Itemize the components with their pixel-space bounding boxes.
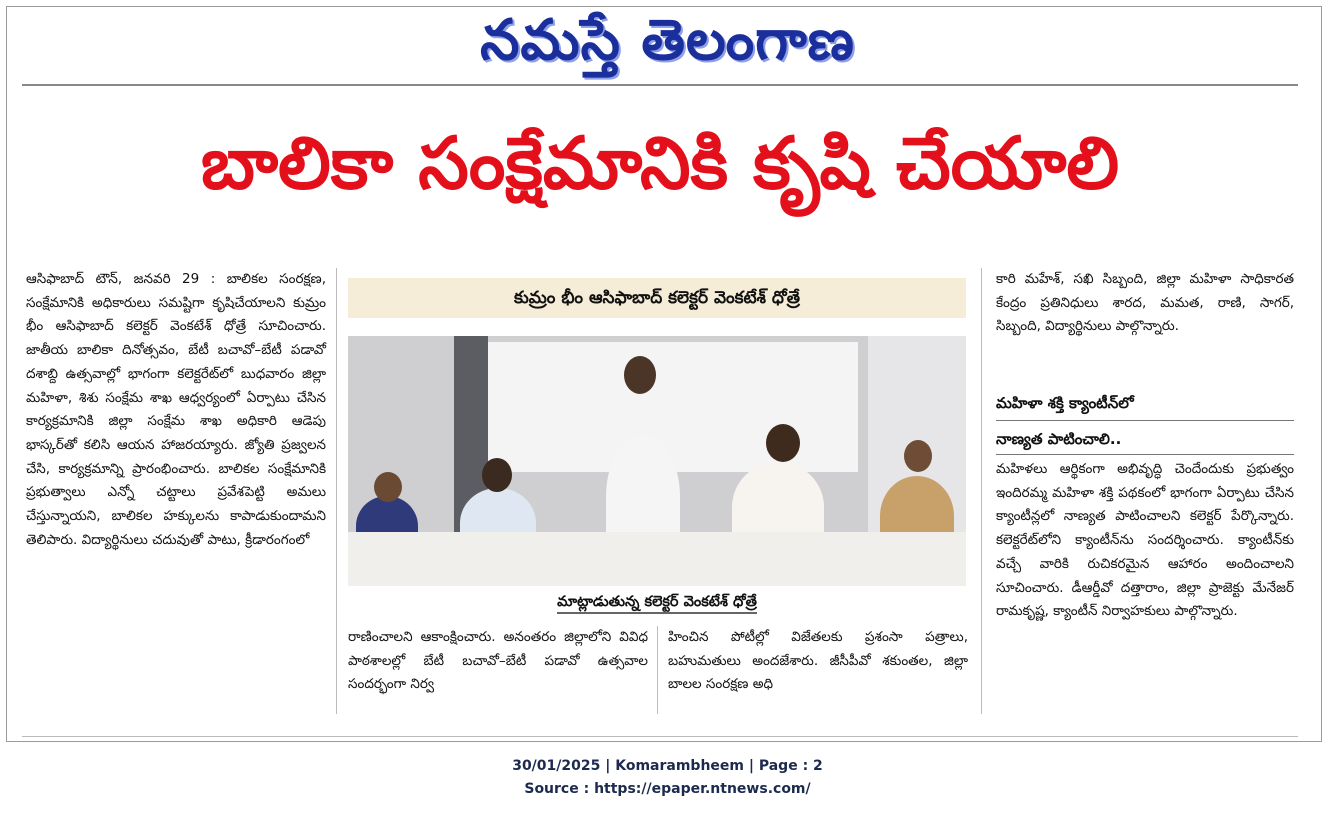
photo-person-head bbox=[904, 440, 932, 472]
photo-person-head bbox=[482, 458, 512, 492]
column-2a-text: రాణించాలని ఆకాంక్షించారు. అనంతరం జిల్లాలోని వివిధ పాఠశాలల్లో బేటీ బచావో–బేటీ పడావో ఉత్సవాల సందర్భంగా నిర్వ bbox=[348, 629, 648, 693]
event-photo bbox=[348, 336, 966, 586]
photo-person-head bbox=[624, 356, 656, 394]
sub-section-divider bbox=[996, 420, 1294, 421]
masthead-divider bbox=[22, 84, 1298, 86]
article-column-2a bbox=[348, 626, 648, 697]
sub-section-divider bbox=[996, 454, 1294, 455]
sub-section-heading-1: మహిళా శక్తి క్యాంటీన్‌లో bbox=[996, 394, 1134, 412]
sub-headline-banner: కుమ్రం భీం ఆసిఫాబాద్ కలెక్టర్ వెంకటేశ్ ధోత్రే bbox=[348, 278, 966, 318]
column-3a-text: కారి మహేశ్, సఖి సిబ్బంది, జిల్లా మహిళా సాధికారత కేంద్రం ప్రతినిధులు శారద, మమత, రాణి, సాగర్, సిబ్బంది, విద్యార్థినులు పాల్గొన్నారు. bbox=[996, 271, 1294, 335]
column-1-text: ఆసిఫాబాద్ టౌన్, జనవరి 29 : బాలికల సంరక్షణ, సంక్షేమానికి అధికారులు సమష్టిగా కృషిచేయాలని కుమ్రం భీం ఆసిఫాబాద్ కలెక్టర్ వెంకటేశ్ ధోత్రే సూచించారు. జాతీయ బాలికా దినోత్సవం, బేటీ బచావో–బేటీ పడావో దశాబ్ది ఉత్సవాల్లో భాగంగా కలెక్టరేట్‌లో బుధవారం జిల్లా మహిళా, శిశు సంక్షేమ శాఖ ఆధ్వర్యంలో ఏర్పాటు చేసిన కార్యక్రమానికి జిల్లా సంక్షేమ శాఖ అధికారి ఆడెపు భాస్కర్‌తో కలిసి ఆయన హాజరయ్యారు. జ్యోతి ప్రజ్వలన చేసి, కార్యక్రమాన్ని ప్రారంభించారు. బాలికల సంక్షేమానికి ప్రభుత్వాలు ఎన్నో చట్టాలు ప్రవేశపెట్టి అమలు చేస్తున్నాయని, బాలికల హక్కులను కాపాడుకుందామని తెలిపారు. విద్యార్థినులు చదువుతో పాటు, క్రీడారంగంలో bbox=[26, 271, 326, 548]
photo-dais-table bbox=[348, 532, 966, 586]
footer-source-link[interactable]: Source : https://epaper.ntnews.com/ bbox=[524, 781, 811, 797]
article-column-1 bbox=[26, 268, 326, 552]
photo-caption-text: మాట్లాడుతున్న కలెక్టర్ వెంకటేశ్ ధోత్రే bbox=[557, 594, 757, 614]
article-headline: బాలికా సంక్షేమానికి కృషి చేయాలి bbox=[200, 121, 1120, 205]
photo-person-head bbox=[374, 472, 402, 502]
column-3b-text: మహిళలు ఆర్థికంగా అభివృద్ధి చెందేందుకు ప్రభుత్వం ఇందిరమ్మ మహిళా శక్తి పథకంలో భాగంగా ఏర్పాటు చేసిన క్యాంటీన్లలో నాణ్యత పాటించాలని కలెక్టర్ పేర్కొన్నారు. కలెక్టరేట్‌లోని క్యాంటీన్‌ను సందర్శించారు. క్యాంటీన్‌కు వచ్చే వారికి రుచికరమైన ఆహారం అందించాలని సూచించారు. డీఆర్డీవో దత్తారాం, జిల్లా ప్రాజెక్టు మేనేజర్ రామకృష్ణ, క్యాంటీన్ నిర్వాహకులు పాల్గొన్నారు. bbox=[996, 461, 1294, 620]
article-column-2b bbox=[668, 626, 968, 697]
column-2b-text: హించిన పోటీల్లో విజేతలకు ప్రశంసా పత్రాలు, బహుమతులు అందజేశారు. జీసీపీవో శకుంతల, జిల్లా బాలల సంరక్షణ అధి bbox=[668, 629, 968, 693]
newspaper-masthead: నమస్తే తెలంగాణ bbox=[480, 8, 855, 73]
column-divider bbox=[981, 268, 982, 714]
photo-person-head bbox=[766, 424, 800, 462]
column-divider bbox=[336, 268, 337, 714]
photo-caption bbox=[348, 594, 966, 614]
photo-projection-screen bbox=[488, 342, 858, 472]
sub-section-heading-2: నాణ్యత పాటించాలి.. bbox=[996, 430, 1122, 448]
column-divider bbox=[657, 626, 658, 714]
article-column-3a bbox=[996, 268, 1294, 339]
footer-date-edition: 30/01/2025 | Komarambheem | Page : 2 bbox=[512, 758, 823, 774]
article-column-3b bbox=[996, 458, 1294, 624]
footer-divider bbox=[22, 736, 1298, 737]
